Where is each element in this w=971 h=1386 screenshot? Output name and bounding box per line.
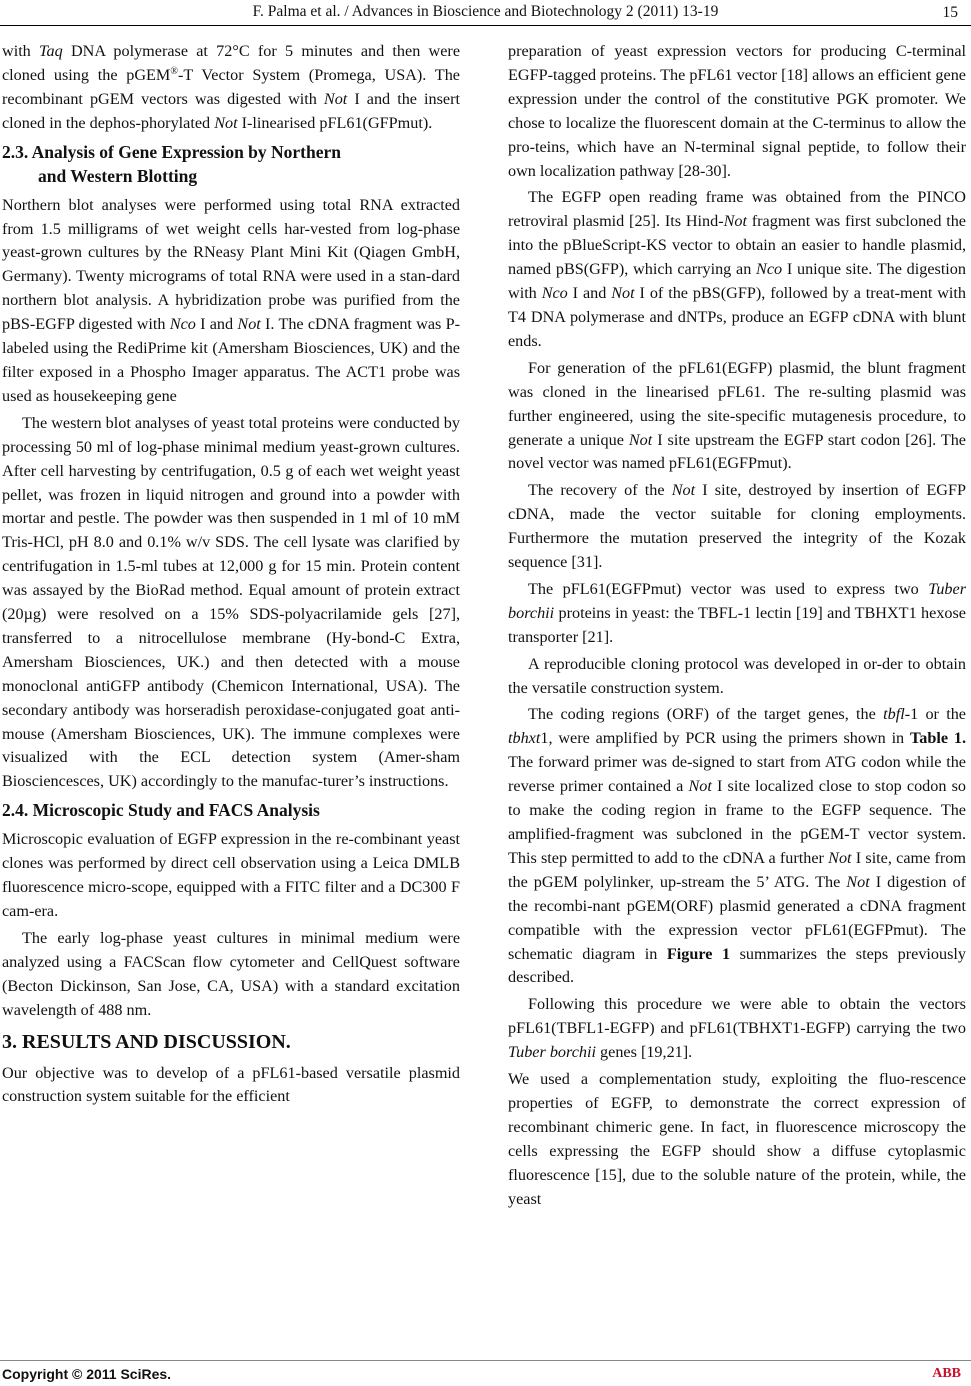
paragraph: The EGFP open reading frame was obtained from the PINCO retroviral plasmid [25]. Its Hind-Not fragment was first subcloned the into the pBlueScript-KS vector to obtain an easier to handle plasmid, named pBS(GFP), which carrying an Nco I unique site. The digestion with Nco I and Not I of the pBS(GFP), followed by a treat-ment with T4 DNA polymerase and dNTPs, produce an EGFP cDNA with blunt ends. (508, 188, 966, 350)
paragraph: The recovery of the Not I site, destroyed by insertion of EGFP cDNA, made the vector suitable for cloning employments. Furthermore the mutation preserved the integrity of the Kozak sequence [31]. (508, 481, 966, 572)
paragraph: The western blot analyses of yeast total proteins were conducted by processing 50 ml of log-phase minimal medium yeast-grown cultures. After cell harvesting by centrifugation, 0.5 g of each wet weight yeast pellet, was frozen in liquid nitrogen and ground into a powder with mortar and pestle. The powder was then suspended in 1 ml of 10 mM Tris-HCl, pH 8.0 and 0.1% w/v SDS. The cell lysate was clarified by centrifugation in 1.5-ml tubes at 12,000 g for 15 min. Protein content was assayed by the BioRad method. Equal amount of protein extract (20µg) were resolved on a 15% SDS-polyacrilamide gels [27], transferred to a nitrocellulose membrane (Hy-bond-C Extra, Amersham Biosciences, UK.) and then detected with a mouse monoclonal antiGFP antibody (Chemicon International, USA). The secondary antibody was horseradish peroxidase-conjugated goat anti-mouse (Amersham Biosciences, UK). The immune complexes were visualized with the ECL detection system (Amer-sham Biosciencesces, UK) accordingly to the manufac-turer’s instructions. (2, 413, 460, 791)
heading-line: 2.3. Analysis of Gene Expression by Northern (2, 141, 342, 162)
copyright-notice: Copyright © 2011 SciRes. (2, 1366, 172, 1382)
paragraph: The early log-phase yeast cultures in minimal medium were analyzed using a FACScan flow cytometer and CellQuest software (Becton Dickinson, San Jose, CA, USA) with a standard excitation wavelength of 488 nm. (2, 928, 460, 1019)
paragraph: We used a complementation study, exploiting the fluo-rescence properties of EGFP, to demonstrate the correct expression of recombinant chimeric gene. In fact, in fluorescence microscopy the cells expressing the EGFP should show a diffuse cytoplasmic fluorescence [15], due to the soluble nature of the protein, while, the yeast (508, 1070, 966, 1208)
section-heading-2-3 (2, 140, 460, 188)
paragraph: The pFL61(EGFPmut) vector was used to express two Tuber borchii proteins in yeast: the TBFL-1 lectin [19] and TBHXT1 hexose transporter [21]. (508, 579, 966, 646)
paragraph: Our objective was to develop of a pFL61-based versatile plasmid construction system suitable for the efficient (2, 1063, 460, 1106)
paragraph: preparation of yeast expression vectors for producing C-terminal EGFP-tagged proteins. The pFL61 vector [18] allows an efficient gene expression under the control of the constitutive PGK promoter. We chose to localize the fluorescent domain at the C-terminus to allow the pro-teins, which have an N-terminal signal peptide, to follow their own localization pathway [28-30]. (508, 42, 966, 180)
paragraph: with Taq DNA polymerase at 72°C for 5 minutes and then were cloned using the pGEM®-T Vector System (Promega, USA). The recombinant pGEM vectors was digested with Not I and the insert cloned in the dephos-phorylated Not I-linearised pFL61(GFPmut). (2, 42, 460, 132)
left-column (2, 40, 460, 1112)
page-number: 15 (942, 4, 958, 21)
footer-rule (0, 1360, 971, 1361)
section-heading-3: 3. RESULTS AND DISCUSSION. (2, 1030, 291, 1053)
paragraph: Microscopic evaluation of EGFP expression in the re-combinant yeast clones was performed by direct cell observation using a Leica DMLB fluorescence micro-scope, equipped with a FITC filter and a DC300 F cam-era. (2, 830, 460, 920)
heading-line: and Western Blotting (38, 165, 198, 186)
header-rule (0, 25, 971, 26)
paragraph: A reproducible cloning protocol was developed in or-der to obtain the versatile construction system. (508, 654, 966, 697)
paragraph: Following this procedure we were able to obtain the vectors pFL61(TBFL1-EGFP) and pFL61(TBHXT1-EGFP) carrying the two Tuber borchii genes [19,21]. (508, 995, 966, 1062)
paragraph: Northern blot analyses were performed using total RNA extracted from 1.5 milligrams of wet weight cells har-vested from log-phase yeast-grown cultures by the RNeasy Plant Mini Kit (Qiagen GmbH, Germany). Twenty micrograms of total RNA were used in a stan-dard northern blot analysis. A hybridization probe was purified from the pBS-EGFP digested with Nco I and Not I. The cDNA fragment was P-labeled using the RediPrime kit (Amersham Biosciences, UK) and the filter exposed in a Phospho Imager apparatus. The ACT1 probe was used as housekeeping gene (2, 195, 460, 405)
right-column (508, 40, 966, 1215)
running-header (0, 0, 971, 24)
paragraph: For generation of the pFL61(EGFP) plasmid, the blunt fragment was cloned in the linearised pFL61. The re-sulting plasmid was further engineered, using the site-specific mutagenesis procedure, to generate a unique Not I site upstream the EGFP start codon [26]. The novel vector was named pFL61(EGFPmut). (508, 358, 966, 473)
journal-abbreviation: ABB (932, 1366, 961, 1381)
section-heading-2-4: 2.4. Microscopic Study and FACS Analysis (2, 800, 320, 821)
paragraph: The coding regions (ORF) of the target genes, the tbfl-1 or the tbhxt1, were amplified by PCR using the primers shown in Table 1. The forward primer was de-signed to start from ATG codon while the reverse primer contained a Not I site localized close to stop codon so to make the coding region in frame to the EGFP sequence. The amplified-fragment was subcloned in the pGEM-T vector system. This step permitted to add to the cDNA a further Not I site, came from the pGEM polylinker, up-stream the 5’ ATG. The Not I digestion of the recombi-nant pGEM(ORF) plasmid generated a cDNA fragment compatible with the expression vector pFL61(EGFPmut). The schematic diagram in Figure 1 summarizes the steps previously described. (508, 705, 967, 987)
running-title: F. Palma et al. / Advances in Bioscience and Biotechnology 2 (2011) 13-19 (252, 3, 719, 20)
